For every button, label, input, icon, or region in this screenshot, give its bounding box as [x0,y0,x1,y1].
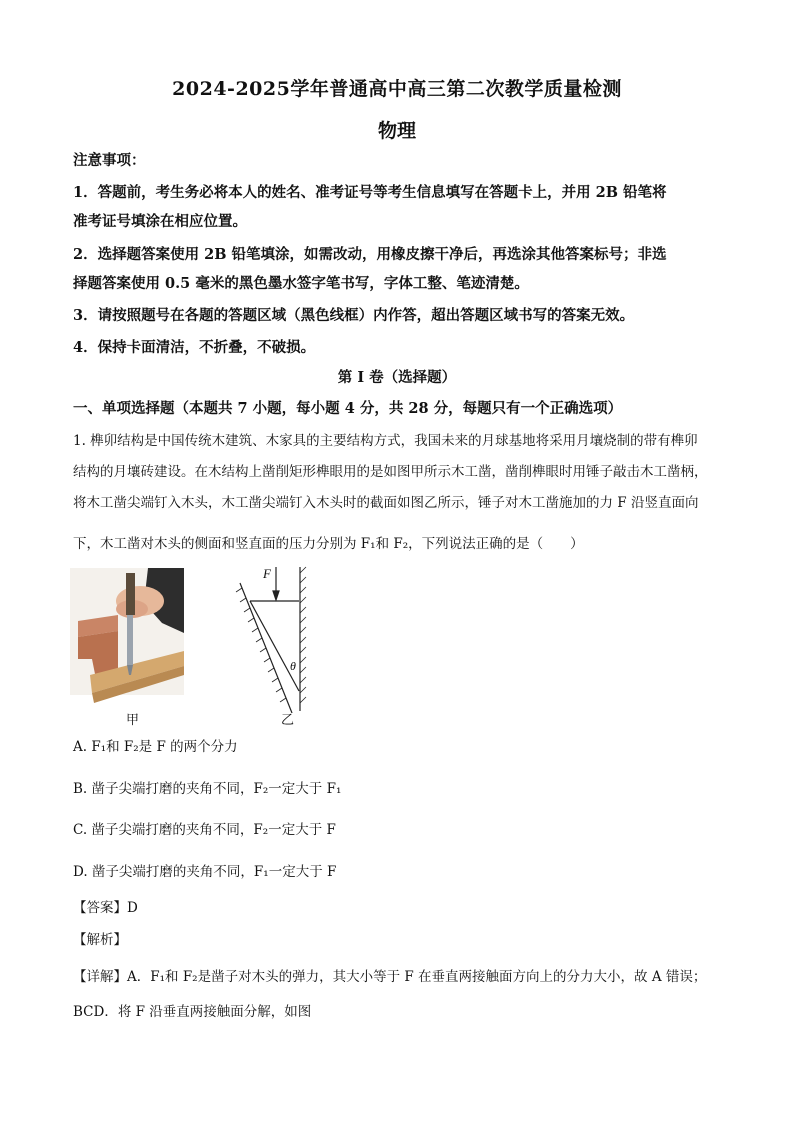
question-1-line-4: 下，木工凿对木头的侧面和竖直面的压力分别为 F₁和 F₂，下列说法正确的是（ ） [73,536,584,552]
notice-item-3: 3．请按照题号在各题的答题区域（黑色线框）内作答，超出答题区域书写的答案无效。 [73,307,635,324]
option-a: A. F₁和 F₂是 F 的两个分力 [73,739,238,755]
option-d: D. 凿子尖端打磨的夹角不同，F₁一定大于 F [73,864,337,880]
detail-line-1: 【详解】A．F₁和 F₂是凿子对木头的弹力，其大小等于 F 在垂直两接触面方向上的分力大小，故 A 错误； [73,969,707,985]
notice-item-1-line-1: 1．答题前，考生务必将本人的姓名、准考证号等考生信息填写在答题卡上，并用 2B 铅笔将 [73,184,667,201]
notice-item-4: 4．保持卡面清洁，不折叠，不破损。 [73,339,316,356]
notice-item-2-line-1: 2．选择题答案使用 2B 铅笔填涂，如需改动，用橡皮擦干净后，再选涂其他答案标号；非选 [73,246,667,263]
question-1-figures [70,563,330,728]
exam-title: 2024-2025学年普通高中高三第二次教学质量检测 [172,78,622,100]
figure-b-diagram [236,567,306,713]
angle-label: θ [290,659,296,673]
volume-heading: 第 I 卷（选择题） [337,369,457,386]
force-label: F [263,566,271,581]
figure-b-caption: 乙 [281,713,295,728]
analysis-heading: 【解析】 [73,932,127,948]
question-1-line-2: 结构的月壤砖建设。在木结构上凿削矩形榫眼用的是如图甲所示木工凿，凿削榫眼时用锤子敲击木工凿柄， [73,464,708,480]
option-b: B. 凿子尖端打磨的夹角不同，F₂一定大于 F₁ [73,781,342,797]
figure-a-caption: 甲 [126,713,140,728]
notice-item-2-line-2: 择题答案使用 0.5 毫米的黑色墨水签字笔书写，字体工整、笔迹清楚。 [73,275,529,292]
question-1-line-1: 1. 榫卯结构是中国传统木建筑、木家具的主要结构方式，我国未来的月球基地将采用月壤烧制的带有榫卯 [73,433,698,449]
detail-line-2: BCD．将 F 沿垂直两接触面分解，如图 [73,1004,312,1020]
answer-line: 【答案】D [73,900,138,916]
question-1-line-3: 将木工凿尖端钉入木头，木工凿尖端钉入木头时的截面如图乙所示，锤子对木工凿施加的力 F 沿竖直面向 [73,495,699,511]
notice-heading: 注意事项： [73,152,146,169]
option-c: C. 凿子尖端打磨的夹角不同，F₂一定大于 F [73,822,336,838]
subject-title: 物理 [377,120,416,142]
figure-a-photo [70,568,184,703]
figure-svg [70,563,330,728]
notice-item-1-line-2: 准考证号填涂在相应位置。 [73,213,247,230]
part-heading: 一、单项选择题（本题共 7 小题，每小题 4 分，共 28 分，每题只有一个正确选项） [73,400,623,417]
